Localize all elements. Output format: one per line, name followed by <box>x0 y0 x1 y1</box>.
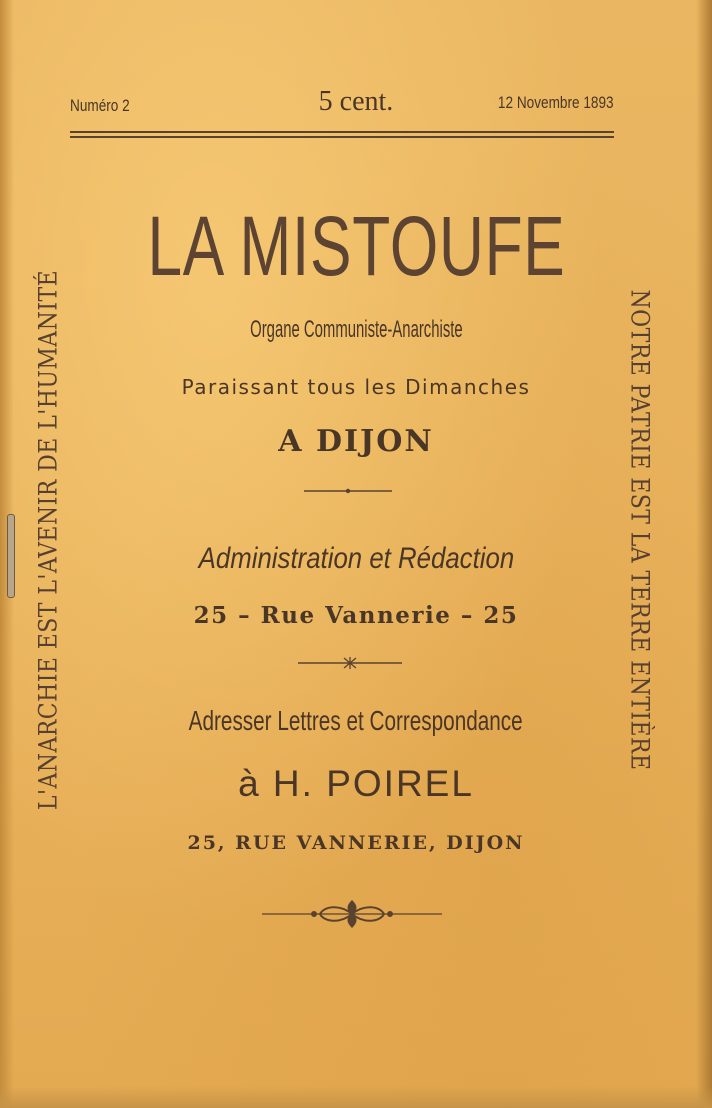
publication-city: A DIJON <box>278 424 434 459</box>
header-rule-top <box>70 131 614 133</box>
correspondence-heading-text: Adresser Lettres et Correspondance <box>188 705 523 736</box>
administration-heading-text: Administration et Rédaction <box>198 542 514 575</box>
left-side-motto: L'ANARCHIE EST L'AVENIR DE L'HUMANITÉ <box>33 269 63 811</box>
correspondence-recipient: à H. POIREL <box>238 763 474 804</box>
correspondence-address: 25, RUE VANNERIE, DIJON <box>187 832 525 854</box>
correspondence-heading <box>0 705 712 737</box>
administration-address: 25 – Rue Vannerie – 25 <box>193 602 519 629</box>
administration-heading <box>0 542 712 576</box>
newspaper-title <box>0 198 712 295</box>
header-rule-bottom <box>70 136 614 138</box>
issue-price: 5 cent. <box>318 86 394 117</box>
newspaper-title-text: LA MISTOUFE <box>146 199 566 293</box>
publication-frequency: Paraissant tous les Dimanches <box>181 375 531 399</box>
newspaper-subtitle-text: Organe Communiste-Anarchiste <box>249 316 463 343</box>
newspaper-subtitle <box>0 316 712 344</box>
fleuron-ornament <box>262 896 442 932</box>
issue-number: Numéro 2 <box>70 96 130 115</box>
right-side-motto: NOTRE PATRIE EST LA TERRE ENTIÈRE <box>625 289 655 771</box>
page-edge-bottom <box>0 1086 712 1108</box>
divider-ornament-1 <box>304 484 392 498</box>
issue-date: 12 Novembre 1893 <box>498 93 614 112</box>
divider-ornament-2 <box>298 655 402 671</box>
